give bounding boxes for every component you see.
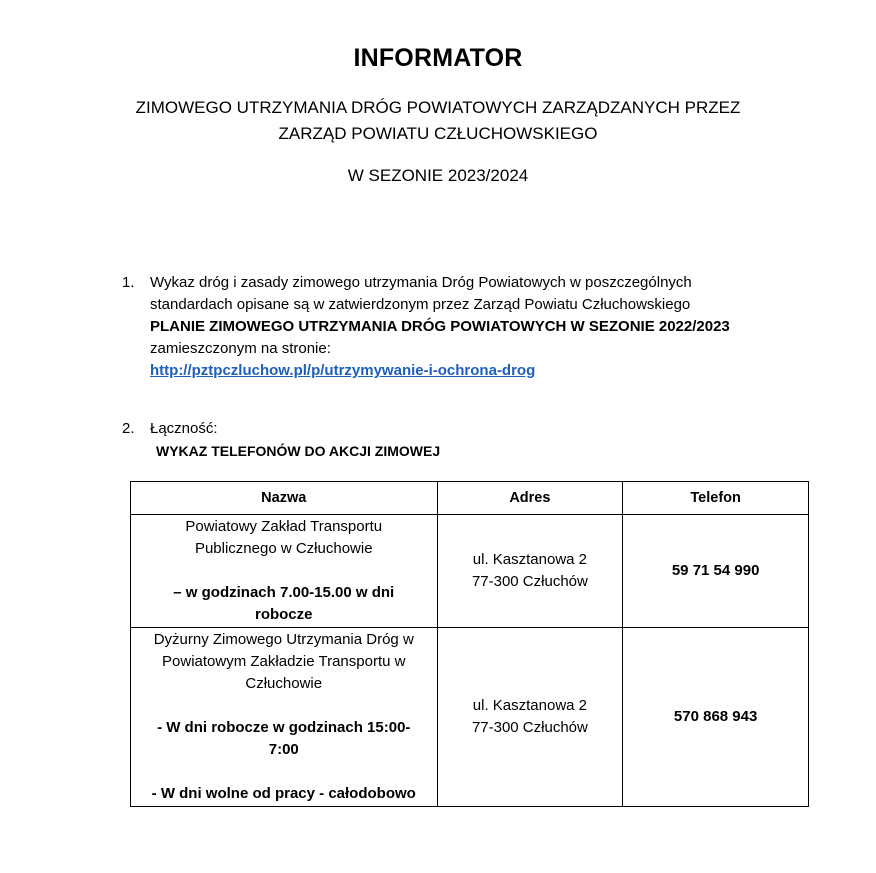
page-title: INFORMATOR bbox=[353, 44, 523, 72]
table-header-row bbox=[131, 482, 809, 515]
season-label: W SEZONIE 2023/2024 bbox=[347, 166, 529, 185]
phone-table bbox=[130, 481, 809, 807]
table-row bbox=[131, 515, 809, 628]
address-cell bbox=[437, 628, 623, 807]
address-line: 77-300 Człuchów bbox=[471, 573, 588, 590]
table-row bbox=[131, 628, 809, 807]
plan-title: PLANIE ZIMOWEGO UTRZYMANIA DRÓG POWIATOWYCH W SEZONIE 2022/2023 bbox=[150, 318, 730, 335]
list-item-number: 2. bbox=[122, 420, 135, 437]
plan-link[interactable]: http://pztpczluchow.pl/p/utrzymywanie-i-ochrona-drog bbox=[150, 362, 536, 379]
column-header-name: Nazwa bbox=[131, 482, 438, 515]
address-line: ul. Kasztanowa 2 bbox=[472, 551, 588, 568]
name-line: Powiatowym Zakładzie Transportu w bbox=[162, 653, 406, 670]
item2-label: Łączność: bbox=[150, 420, 218, 437]
name-line: Dyżurny Zimowego Utrzymania Dróg w bbox=[153, 631, 414, 648]
address-line: ul. Kasztanowa 2 bbox=[472, 697, 588, 714]
list-item-body bbox=[150, 272, 790, 382]
phone-number: 570 868 943 bbox=[623, 628, 809, 807]
name-cell bbox=[131, 628, 438, 807]
address-line: 77-300 Człuchów bbox=[471, 719, 588, 736]
subtitle bbox=[0, 95, 876, 147]
subtitle-line-2: ZARZĄD POWIATU CZŁUCHOWSKIEGO bbox=[278, 124, 598, 143]
column-header-address: Adres bbox=[437, 482, 623, 515]
column-header-phone: Telefon bbox=[623, 482, 809, 515]
hours-line: - W dni wolne od pracy - całodobowo bbox=[151, 785, 416, 802]
phone-number: 59 71 54 990 bbox=[623, 515, 809, 628]
hours-line: – w godzinach 7.00-15.00 w dni bbox=[173, 584, 395, 601]
item1-line-4: zamieszczonym na stronie: bbox=[150, 340, 331, 357]
hours-line: robocze bbox=[254, 606, 313, 623]
list-item-number: 1. bbox=[122, 274, 135, 291]
name-line: Człuchowie bbox=[245, 675, 323, 692]
name-line: Powiatowy Zakład Transportu bbox=[185, 518, 383, 535]
item1-line-2: standardach opisane są w zatwierdzonym przez Zarząd Powiatu Człuchowskiego bbox=[150, 296, 691, 313]
table-heading: WYKAZ TELEFONÓW DO AKCJI ZIMOWEJ bbox=[156, 443, 441, 459]
list-item-body bbox=[150, 418, 790, 440]
subtitle-line-1: ZIMOWEGO UTRZYMANIA DRÓG POWIATOWYCH ZARZĄDZANYCH PRZEZ bbox=[135, 98, 741, 117]
name-line: Publicznego w Człuchowie bbox=[194, 540, 373, 557]
address-cell bbox=[437, 515, 623, 628]
name-cell bbox=[131, 515, 438, 628]
item1-line-1: Wykaz dróg i zasady zimowego utrzymania Dróg Powiatowych w poszczególnych bbox=[150, 274, 692, 291]
hours-line: - W dni robocze w godzinach 15:00- bbox=[157, 719, 411, 736]
hours-line: 7:00 bbox=[268, 741, 299, 758]
